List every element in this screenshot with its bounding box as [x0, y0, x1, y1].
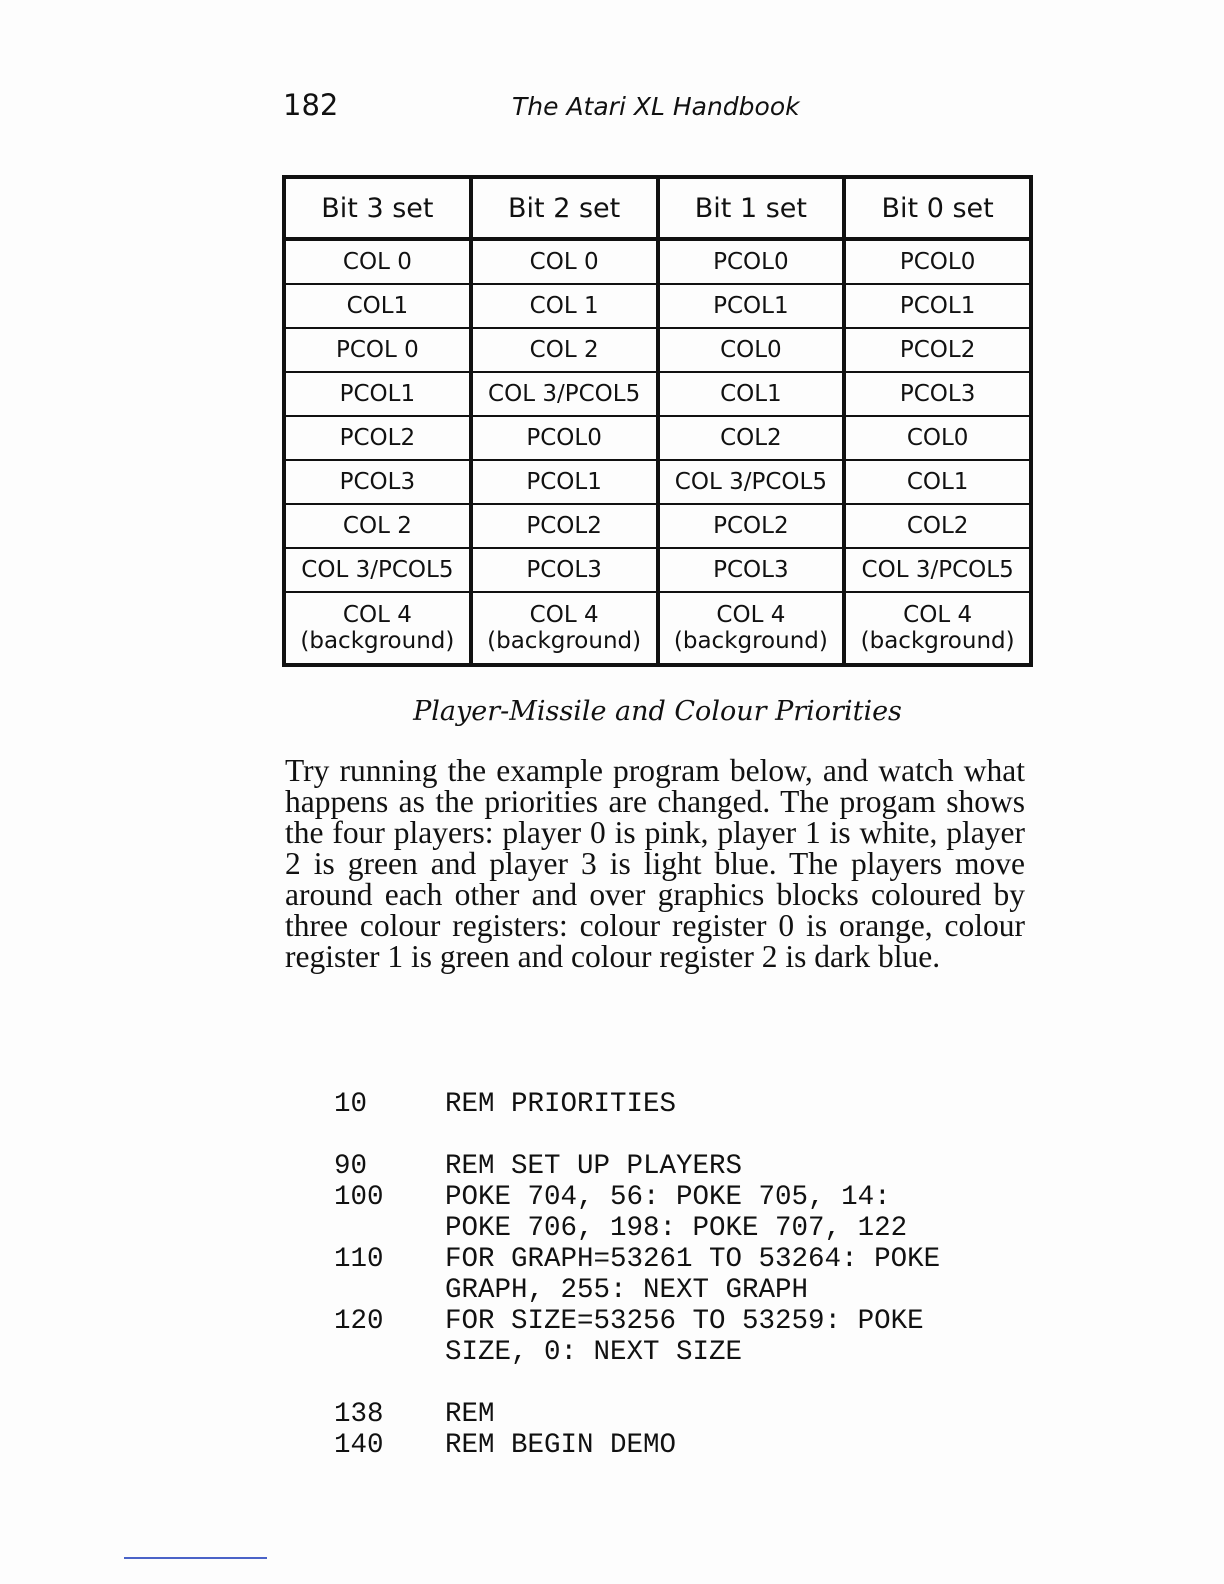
line-number: 90: [334, 1151, 368, 1182]
table-cell: COL0: [658, 328, 845, 372]
table-row: [284, 548, 1031, 592]
table-cell: PCOL1: [844, 284, 1031, 328]
table-cell: PCOL2: [844, 328, 1031, 372]
line-code: SIZE, 0: NEXT SIZE: [445, 1337, 743, 1368]
code-gap: [334, 1120, 1094, 1151]
code-line: [334, 1430, 1094, 1461]
table-cell: COL 3/PCOL5: [284, 548, 471, 592]
table-row: [284, 504, 1031, 548]
cell-sublabel: (background): [673, 628, 828, 654]
table-cell: [844, 592, 1031, 665]
line-number: [334, 1337, 445, 1368]
table-cell: PCOL0: [471, 416, 658, 460]
table-cell: PCOL0: [844, 239, 1031, 284]
table-row: [284, 460, 1031, 504]
code-listing: [334, 1089, 1094, 1461]
table-cell: COL1: [658, 372, 845, 416]
table-cell: PCOL3: [284, 460, 471, 504]
table-cell: COL 2: [471, 328, 658, 372]
cell-label: COL 4: [342, 602, 412, 628]
table-row: [284, 284, 1031, 328]
line-number: [334, 1275, 445, 1306]
line-number: 120: [334, 1306, 384, 1337]
footnote-rule: [124, 1557, 267, 1559]
table-cell: COL 3/PCOL5: [658, 460, 845, 504]
cell-sublabel: (background): [300, 628, 455, 654]
table-row: [284, 372, 1031, 416]
table-cell: [284, 592, 471, 665]
table-header-cell: Bit 3 set: [284, 177, 471, 239]
line-number: 10: [334, 1089, 368, 1120]
table-row: [284, 416, 1031, 460]
code-line: [334, 1399, 1094, 1430]
cell-sublabel: (background): [487, 628, 642, 654]
line-code: REM SET UP PLAYERS: [445, 1151, 743, 1182]
line-number: 140: [334, 1430, 384, 1461]
cell-sublabel: (background): [860, 628, 1015, 654]
line-code: REM BEGIN DEMO: [445, 1430, 677, 1461]
table-cell: PCOL0: [658, 239, 845, 284]
code-line: [334, 1151, 1094, 1182]
cell-label: COL 4: [903, 602, 973, 628]
table-header-cell: Bit 0 set: [844, 177, 1031, 239]
running-title: The Atari XL Handbook: [512, 92, 800, 121]
line-code: REM: [445, 1399, 495, 1430]
table-cell: COL1: [844, 460, 1031, 504]
table-cell: COL 0: [471, 239, 658, 284]
table-row-background: [284, 592, 1031, 665]
line-code: GRAPH, 255: NEXT GRAPH: [445, 1275, 809, 1306]
table-cell: COL1: [284, 284, 471, 328]
line-code: POKE 706, 198: POKE 707, 122: [445, 1213, 908, 1244]
table-cell: [658, 592, 845, 665]
line-number: 110: [334, 1244, 384, 1275]
table-cell: PCOL2: [471, 504, 658, 548]
body-paragraph: Try running the example program below, and watch what happens as the priorities are changed. The progam shows the four players: player 0 is pink, player 1 is white, player 2 is green and player 3 is light blue. The players move around each other and over graphics blocks coloured by three colour registers: colour register 0 is orange, colour register 1 is green and colour register 2 is dark blue.: [285, 753, 1025, 974]
table-cell: [471, 592, 658, 665]
code-gap: [334, 1368, 1094, 1399]
line-number: 100: [334, 1182, 384, 1213]
line-code: FOR SIZE=53256 TO 53259: POKE: [445, 1306, 924, 1337]
page-number: 182: [283, 88, 339, 122]
table-cell: PCOL3: [658, 548, 845, 592]
table-cell: PCOL3: [471, 548, 658, 592]
table-cell: PCOL1: [284, 372, 471, 416]
line-code: FOR GRAPH=53261 TO 53264: POKE: [445, 1244, 941, 1275]
table-cell: COL0: [844, 416, 1031, 460]
table-cell: PCOL 0: [284, 328, 471, 372]
table-caption: Player-Missile and Colour Priorities: [413, 696, 902, 727]
line-number: 138: [334, 1399, 384, 1430]
table-header-cell: Bit 1 set: [658, 177, 845, 239]
table-row: [284, 328, 1031, 372]
code-line: [334, 1182, 1094, 1213]
table-cell: PCOL1: [471, 460, 658, 504]
table-cell: COL 3/PCOL5: [844, 548, 1031, 592]
cell-label: COL 4: [716, 602, 786, 628]
line-number: [334, 1213, 445, 1244]
table-cell: COL 0: [284, 239, 471, 284]
code-line: [334, 1306, 1094, 1337]
table-cell: COL 2: [284, 504, 471, 548]
cell-label: COL 4: [529, 602, 599, 628]
code-line: [334, 1244, 1094, 1275]
table-cell: PCOL3: [844, 372, 1031, 416]
table-row: [284, 239, 1031, 284]
table-cell: COL2: [658, 416, 845, 460]
table-header-cell: Bit 2 set: [471, 177, 658, 239]
line-code: POKE 704, 56: POKE 705, 14:: [445, 1182, 891, 1213]
code-line: [334, 1213, 1094, 1244]
priority-table: [282, 175, 1033, 667]
table-cell: PCOL2: [284, 416, 471, 460]
code-line: [334, 1089, 1094, 1120]
line-code: REM PRIORITIES: [445, 1089, 677, 1120]
table-cell: COL2: [844, 504, 1031, 548]
table-header-row: [284, 177, 1031, 239]
table-cell: PCOL1: [658, 284, 845, 328]
code-line: [334, 1337, 1094, 1368]
table-cell: COL 1: [471, 284, 658, 328]
table-cell: COL 3/PCOL5: [471, 372, 658, 416]
table-cell: PCOL2: [658, 504, 845, 548]
code-line: [334, 1275, 1094, 1306]
